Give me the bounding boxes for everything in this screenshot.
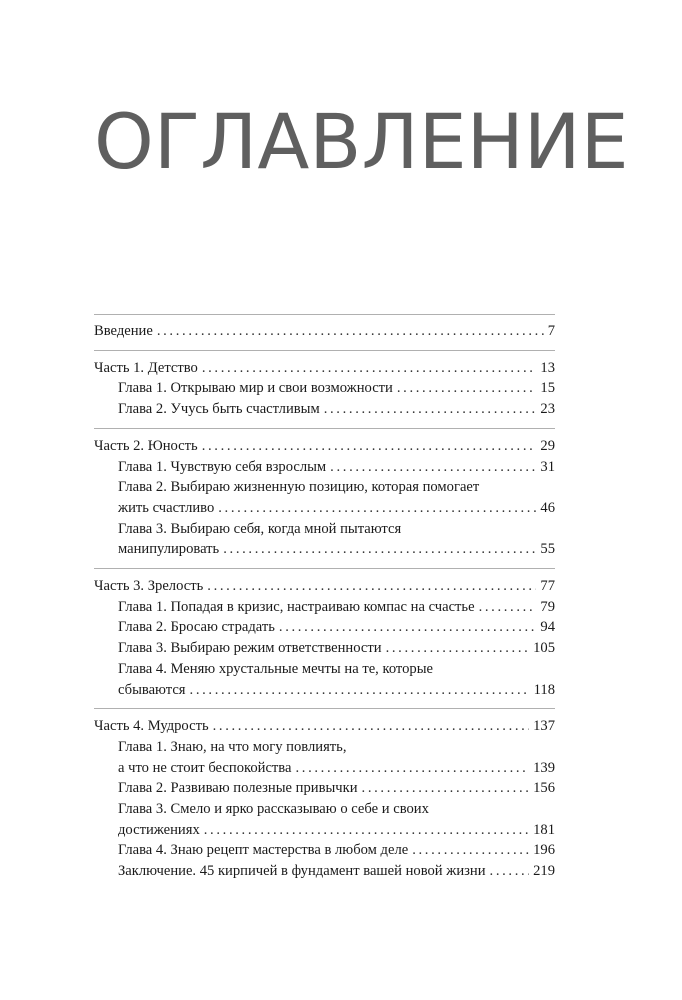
toc-entry-page: 105 xyxy=(533,640,555,657)
toc-entry-part2-ch2-line1[interactable]: Глава 2. Выбираю жизненную позицию, которая помогает xyxy=(118,479,480,496)
leader-dots xyxy=(479,597,537,618)
leader-dots xyxy=(223,539,536,560)
toc-entry-title: Часть 4. Мудрость xyxy=(94,718,209,735)
toc-entry-part2-ch3[interactable] xyxy=(94,539,555,560)
toc-entry-title: Глава 1. Чувствую себя взрослым xyxy=(118,458,327,475)
toc-entry-page: 137 xyxy=(533,718,555,735)
leader-dots xyxy=(279,617,537,638)
toc-entry-part3-ch4-line1[interactable]: Глава 4. Меняю хрустальные мечты на те, которые xyxy=(118,660,433,677)
toc-entry-page: 77 xyxy=(540,578,555,595)
toc-entry-intro[interactable] xyxy=(94,321,555,342)
leader-dots xyxy=(330,457,536,478)
toc-entry-part4-ch1-line1[interactable]: Глава 1. Знаю, на что могу повлиять, xyxy=(118,738,347,755)
toc-entry-part3-ch2[interactable] xyxy=(94,617,555,638)
toc-entry-title: Заключение. 45 кирпичей в фундамент вашей новой жизни xyxy=(118,863,486,880)
leader-dots xyxy=(202,436,537,457)
leader-dots xyxy=(157,321,544,342)
toc-entry-page: 156 xyxy=(533,780,555,797)
toc-entry-part1[interactable] xyxy=(94,358,555,379)
toc-entry-page: 79 xyxy=(540,598,555,615)
toc-entry-page: 55 xyxy=(540,541,555,558)
leader-dots xyxy=(190,680,530,701)
toc-section-part3 xyxy=(94,568,555,708)
toc-entry-part3-ch4[interactable] xyxy=(94,680,555,701)
toc-entry-page: 181 xyxy=(533,821,555,838)
leader-dots xyxy=(362,778,530,799)
leader-dots xyxy=(490,861,530,882)
toc-entry-title: жить счастливо xyxy=(118,499,215,516)
toc-entry-page: 13 xyxy=(540,359,555,376)
toc-entry-part4-ch3[interactable] xyxy=(94,820,555,841)
leader-dots xyxy=(295,758,529,779)
toc-entry-page: 118 xyxy=(533,681,555,698)
toc-entry-page: 139 xyxy=(533,759,555,776)
toc-entry-part2-ch1[interactable] xyxy=(94,457,555,478)
toc-entry-page: 196 xyxy=(533,842,555,859)
toc-entry-part4-ch1[interactable] xyxy=(94,758,555,779)
toc-entry-page: 7 xyxy=(547,323,555,339)
toc-entry-title: Глава 2. Учусь быть счастливым xyxy=(118,401,320,418)
toc-entry-page: 219 xyxy=(533,863,555,880)
toc-entry-part2-ch2[interactable] xyxy=(94,498,555,519)
table-of-contents xyxy=(94,314,555,890)
toc-entry-title: Часть 3. Зрелость xyxy=(94,578,204,595)
toc-entry-part2-ch3-line1[interactable]: Глава 3. Выбираю себя, когда мной пытаются xyxy=(118,520,402,537)
leader-dots xyxy=(412,840,529,861)
toc-entry-title: Глава 2. Развиваю полезные привычки xyxy=(118,780,358,797)
leader-dots xyxy=(386,638,530,659)
toc-section-intro xyxy=(94,314,555,350)
toc-entry-title: Глава 2. Бросаю страдать xyxy=(118,619,275,636)
toc-entry-title: Часть 1. Детство xyxy=(94,359,198,376)
toc-entry-outro[interactable] xyxy=(94,861,555,882)
toc-entry-part3[interactable] xyxy=(94,576,555,597)
toc-entry-title: Введение xyxy=(94,323,153,339)
toc-entry-part3-ch1[interactable] xyxy=(94,597,555,618)
toc-entry-page: 29 xyxy=(540,437,555,454)
toc-entry-title: а что не стоит беспокойства xyxy=(118,759,292,776)
toc-entry-title: Часть 2. Юность xyxy=(94,437,198,454)
leader-dots xyxy=(397,378,537,399)
toc-entry-part4-ch3-line1[interactable]: Глава 3. Смело и ярко рассказываю о себе и своих xyxy=(118,801,429,818)
page-title: ОГЛАВЛЕНИЕ xyxy=(94,97,629,186)
leader-dots xyxy=(202,358,537,379)
toc-entry-title: достижениях xyxy=(118,821,200,838)
toc-section-part4 xyxy=(94,708,555,890)
toc-entry-page: 31 xyxy=(540,458,555,475)
toc-entry-title: Глава 1. Открываю мир и свои возможности xyxy=(118,380,393,397)
toc-entry-part3-ch3[interactable] xyxy=(94,638,555,659)
toc-entry-page: 46 xyxy=(540,499,555,516)
leader-dots xyxy=(204,820,529,841)
toc-entry-title: Глава 1. Попадая в кризис, настраиваю компас на счастье xyxy=(118,598,475,615)
toc-entry-part1-ch2[interactable] xyxy=(94,399,555,420)
toc-entry-title: манипулировать xyxy=(118,541,220,558)
toc-entry-part4[interactable] xyxy=(94,716,555,737)
toc-section-part2 xyxy=(94,428,555,568)
toc-entry-part4-ch2[interactable] xyxy=(94,778,555,799)
toc-entry-part1-ch1[interactable] xyxy=(94,378,555,399)
toc-entry-part4-ch4[interactable] xyxy=(94,840,555,861)
toc-entry-page: 15 xyxy=(540,380,555,397)
leader-dots xyxy=(324,399,537,420)
toc-section-part1 xyxy=(94,350,555,428)
leader-dots xyxy=(207,576,536,597)
toc-entry-part2[interactable] xyxy=(94,436,555,457)
leader-dots xyxy=(218,498,536,519)
toc-entry-title: Глава 3. Выбираю режим ответственности xyxy=(118,640,382,657)
toc-entry-page: 23 xyxy=(540,401,555,418)
toc-entry-title: Глава 4. Знаю рецепт мастерства в любом деле xyxy=(118,842,409,859)
toc-entry-title: сбываются xyxy=(118,681,186,698)
toc-entry-page: 94 xyxy=(540,619,555,636)
leader-dots xyxy=(213,716,530,737)
